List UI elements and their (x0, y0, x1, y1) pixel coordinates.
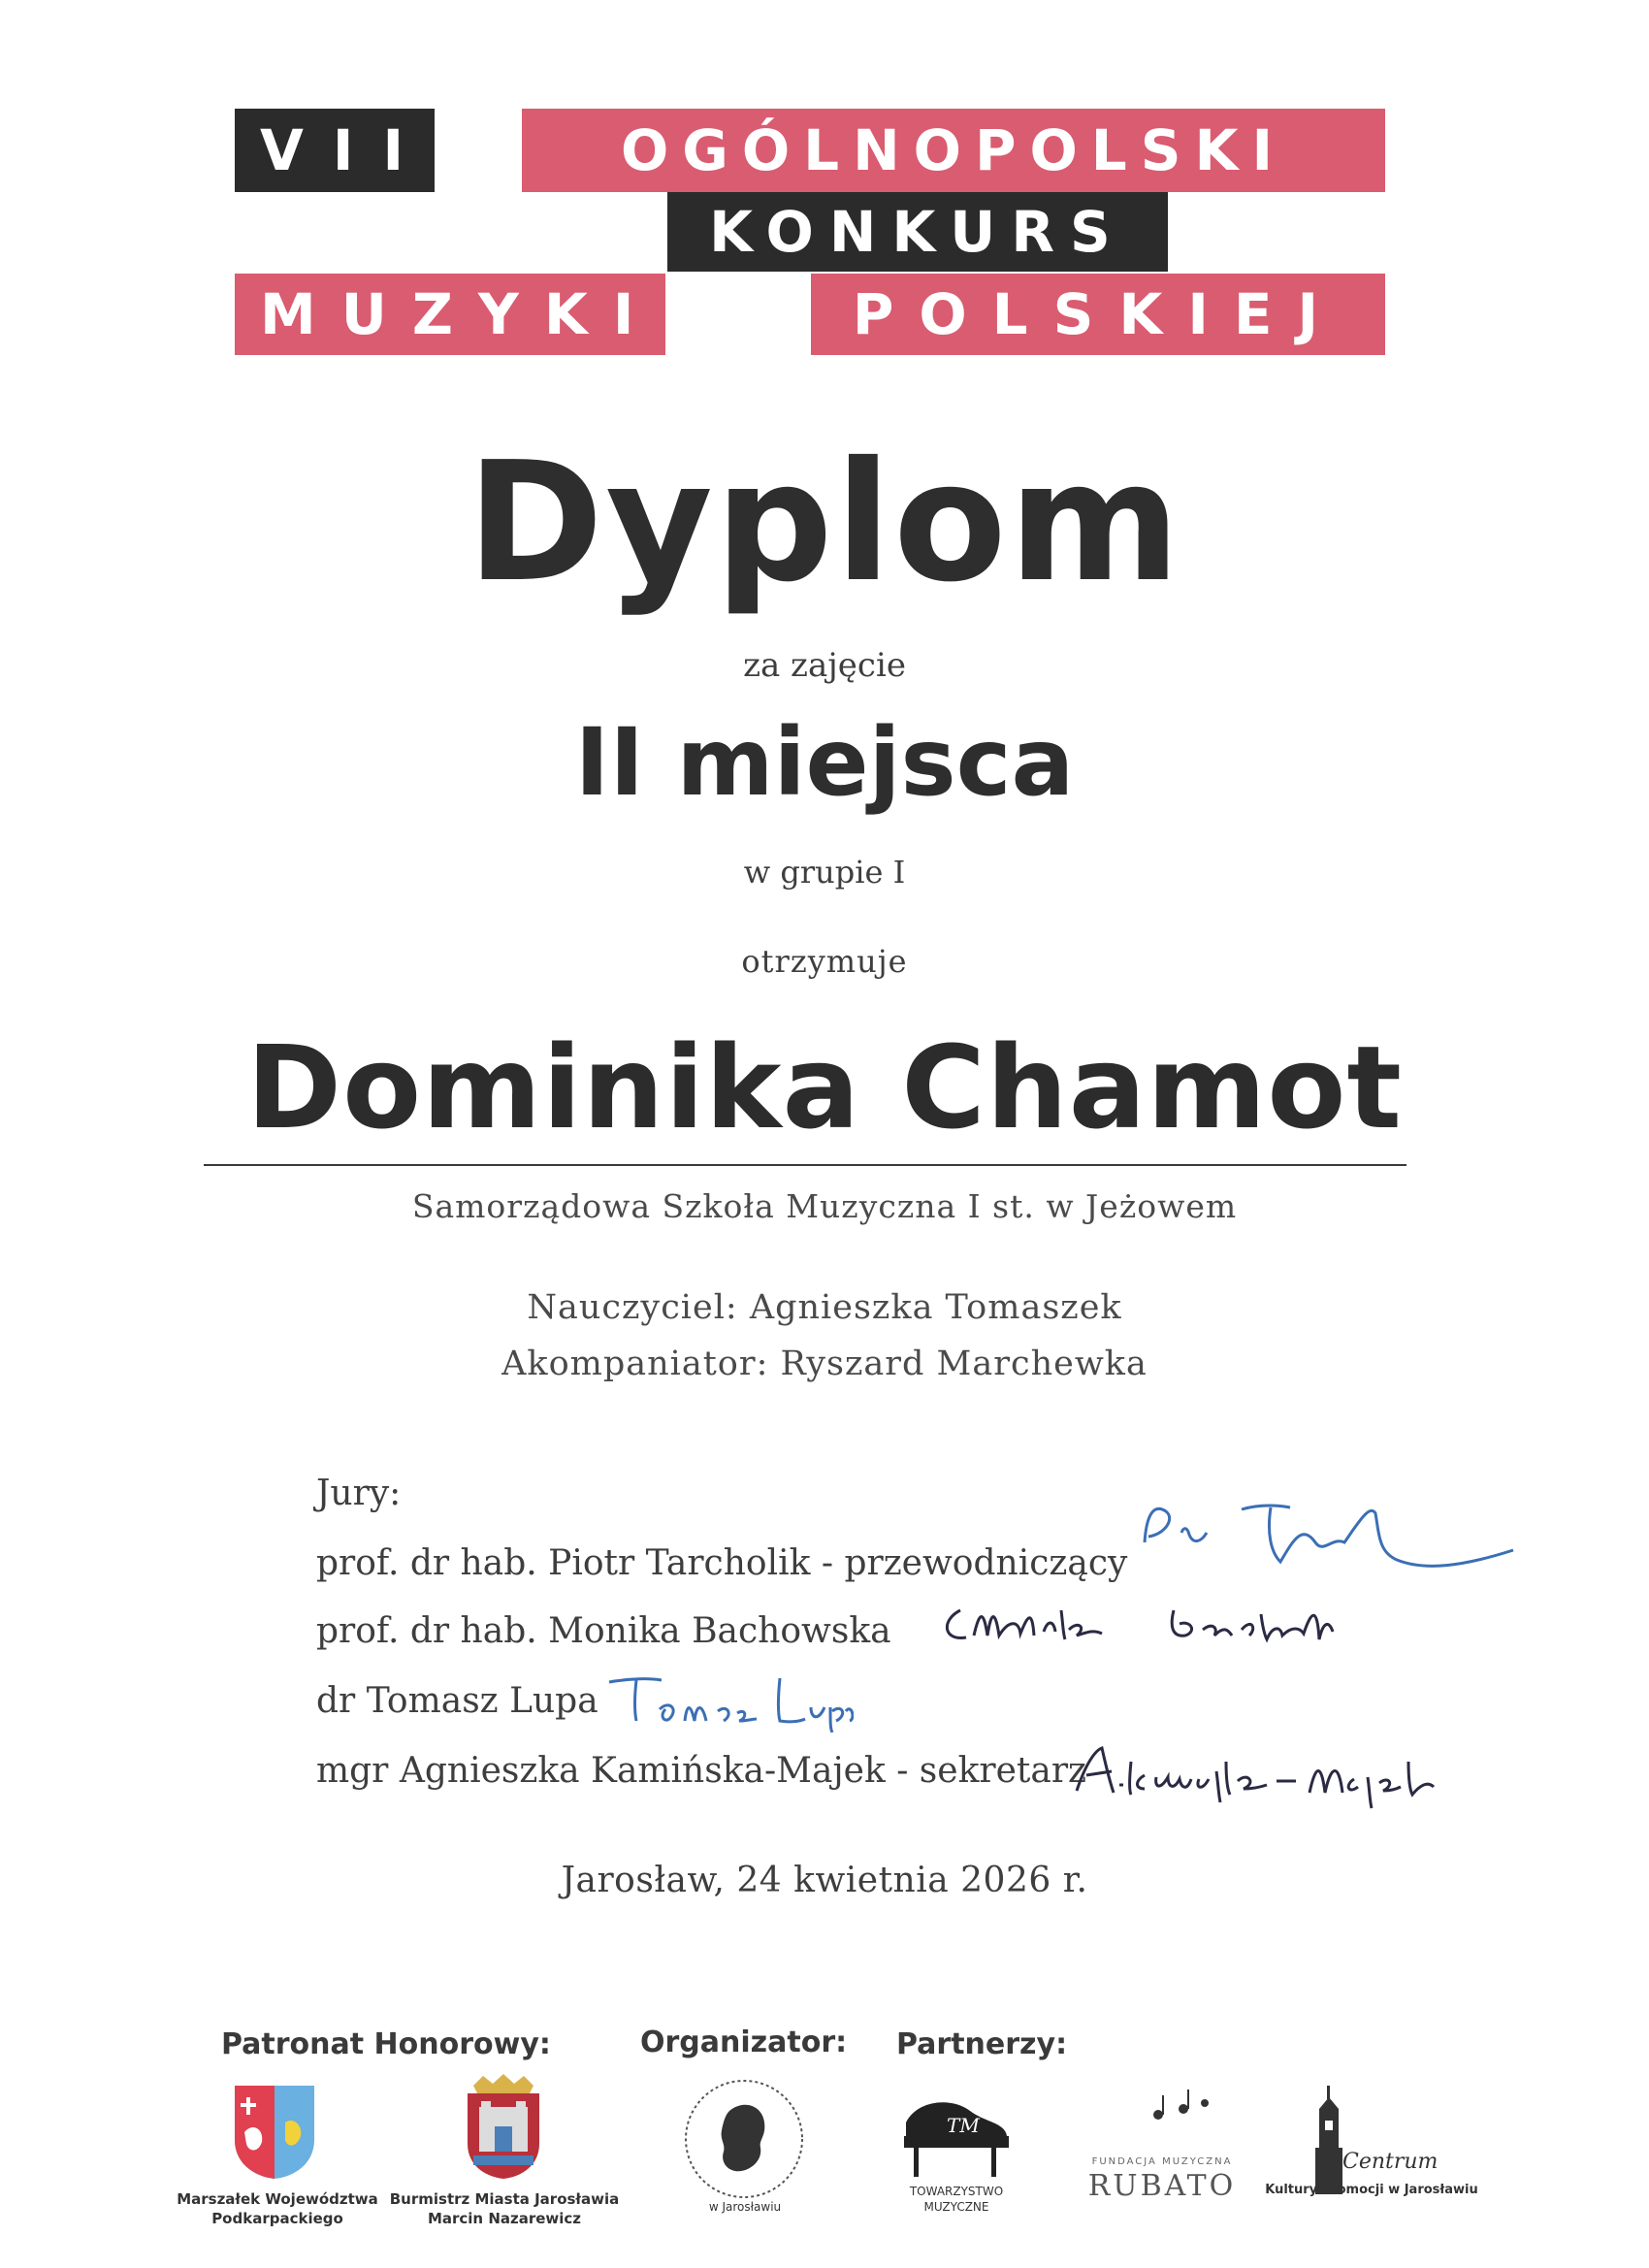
jury-member-3: dr Tomasz Lupa (316, 1681, 598, 1721)
school-name: Samorządowa Szkoła Muzyczna I st. w Jeżowem (411, 1187, 1238, 1225)
header-block-ogolnopolski (522, 109, 1385, 192)
logo1-caption: Marszałek Województwa Podkarpackiego (177, 2190, 378, 2227)
award-intro: za zajęcie (743, 646, 906, 685)
jaroslaw-coat-of-arms-icon (460, 2072, 547, 2181)
tower-icon (1310, 2086, 1348, 2198)
teacher-line: Nauczyciel: Agnieszka Tomaszek (527, 1288, 1122, 1327)
header-block-vii (235, 109, 435, 192)
piano-icon (898, 2093, 1015, 2183)
header-block-muzyki (235, 274, 665, 355)
date-place: Jarosław, 24 kwietnia 2026 r. (561, 1861, 1088, 1900)
signature-kaminska-majek (1067, 1733, 1494, 1810)
signature-bachowska (931, 1571, 1397, 1659)
header-text-muzyki: MUZYKI (260, 281, 660, 347)
jury-heading: Jury: (316, 1474, 402, 1513)
name-underline (204, 1164, 1406, 1166)
header-text-polskiej: POLSKIEJ (852, 281, 1344, 347)
header-text-ogolnopolski: OGÓLNOPOLSKI (620, 117, 1287, 183)
logo5-top: FUNDACJA MUZYCZNA (1091, 2156, 1233, 2167)
svg-text:TM: TM (947, 2114, 980, 2137)
header-text-konkurs: KONKURS (709, 199, 1126, 265)
logo6-caption: Kultury Promocji w Jarosławiu (1265, 2183, 1478, 2197)
accompanist-line: Akompaniator: Ryszard Marchewka (501, 1345, 1148, 1383)
header-block-konkurs (667, 192, 1168, 272)
logo5-name: RUBATO (1087, 2169, 1237, 2203)
logo2-caption: Burmistrz Miasta Jarosławia Marcin Nazarewicz (389, 2190, 620, 2227)
signature-lupa (601, 1665, 854, 1733)
music-notes-icon (1145, 2086, 1222, 2128)
award-group: w grupie I (743, 854, 906, 891)
diploma-title: Dyplom (467, 427, 1182, 619)
patronage-label: Patronat Honorowy: (221, 2027, 551, 2061)
jury-member-1: prof. dr hab. Piotr Tarcholik - przewodniczący (316, 1543, 1128, 1583)
header-block-polskiej (811, 274, 1385, 355)
award-place: II miejsca (574, 708, 1075, 817)
partners-label: Partnerzy: (896, 2027, 1068, 2061)
organizer-label: Organizator: (640, 2025, 848, 2059)
organizer-seal-icon (681, 2076, 807, 2202)
header-text-vii: VII (260, 117, 434, 183)
logo6-script: Centrum (1342, 2150, 1439, 2174)
logo3-caption: w Jarosławiu (708, 2200, 782, 2214)
logo4-caption: TOWARZYSTWO MUZYCZNE (909, 2185, 1004, 2214)
podkarpackie-coat-of-arms-icon (233, 2084, 316, 2181)
jury-member-2: prof. dr hab. Monika Bachowska (316, 1611, 891, 1651)
recipient-name: Dominika Chamot (246, 1021, 1403, 1154)
receives-text: otrzymuje (741, 943, 908, 980)
jury-member-4: mgr Agnieszka Kamińska-Majek - sekretarz (316, 1751, 1087, 1791)
